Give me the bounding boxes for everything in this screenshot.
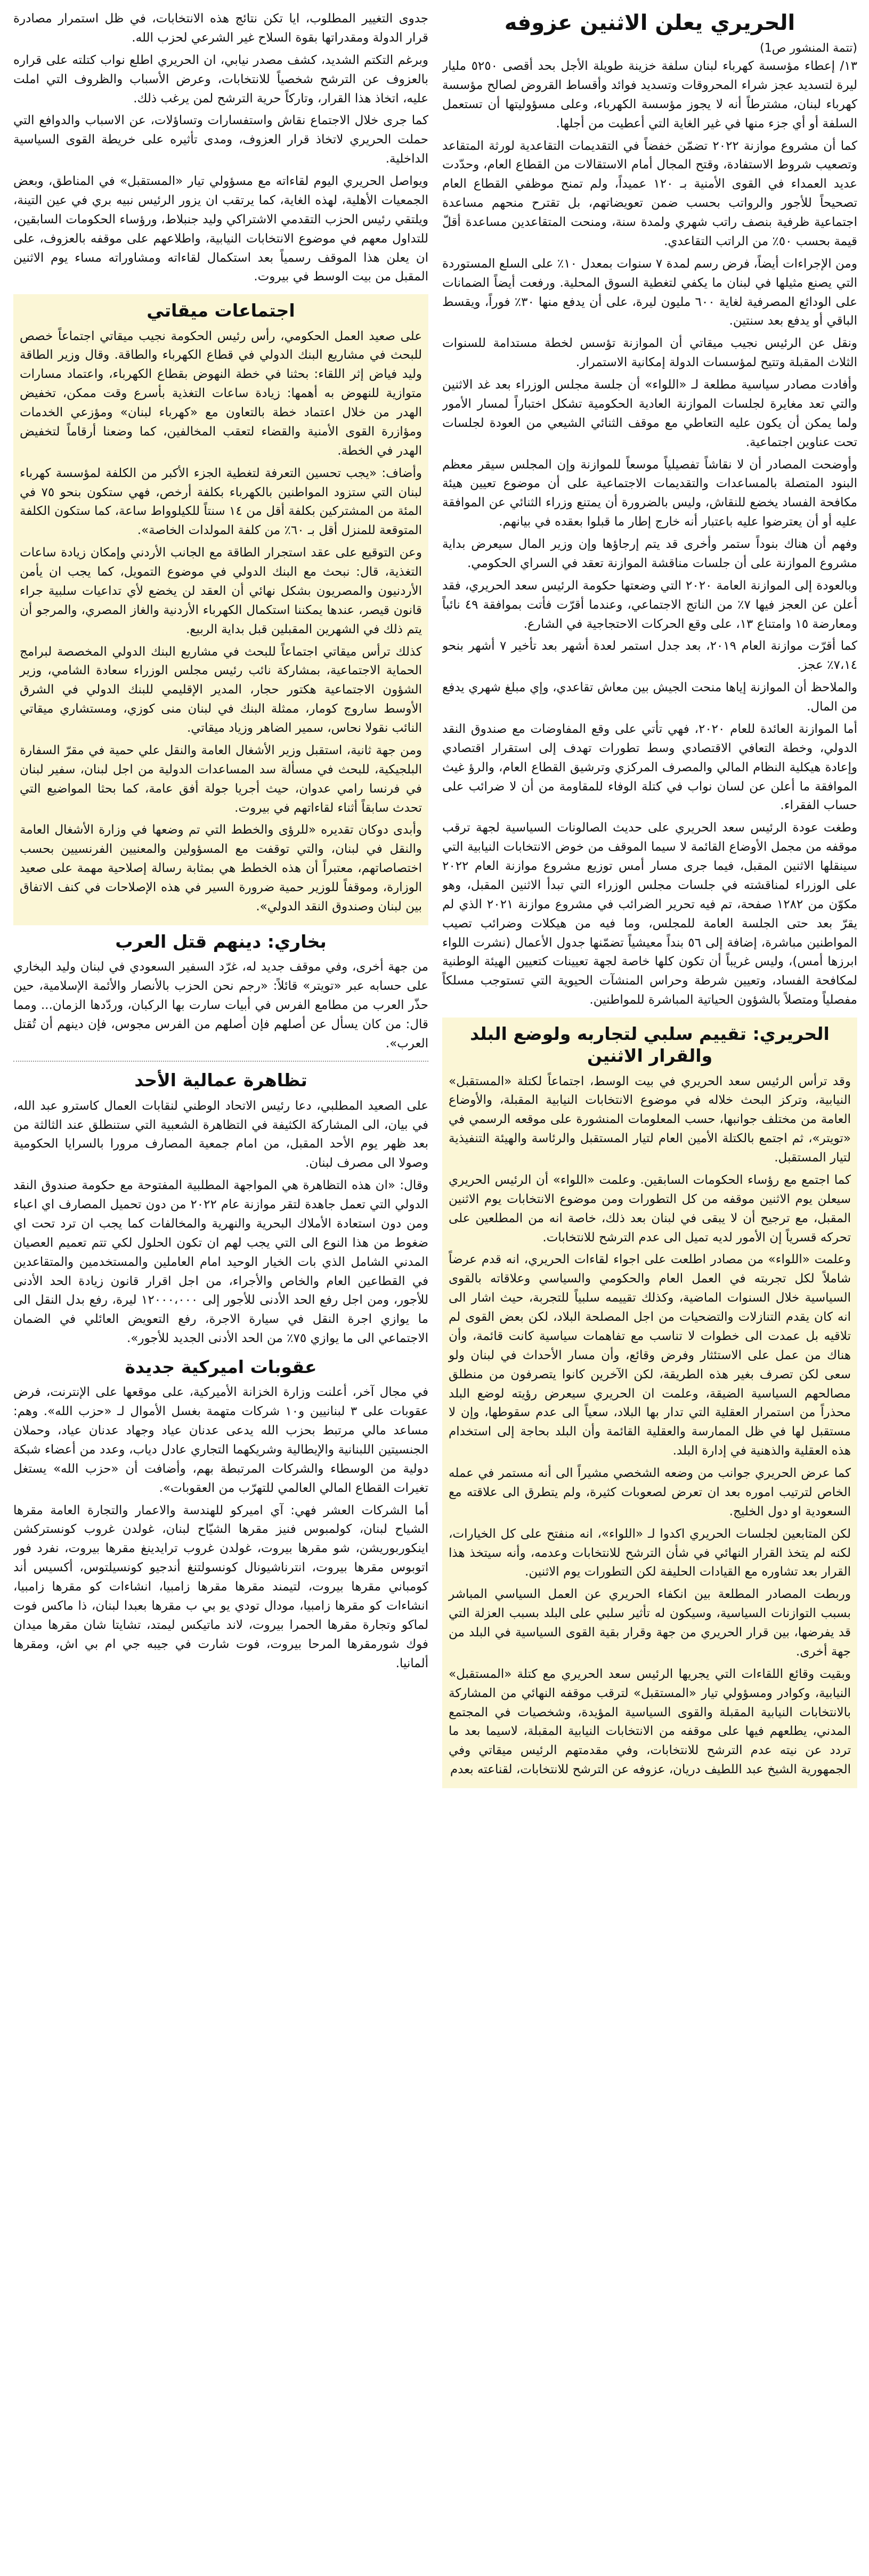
paragraph: وقال: «ان هذه التظاهرة هي المواجهة المطلبية المفتوحة مع حكومة صندوق النقد الدولي التي تعمل جاهدة لتقر موازنة عام ٢٠٢٢ من دون تحميل المصارف اي اعباء ومن دون استعادة الأملاك البحرية والنهرية والمخالفات كما يجب ان ترد تحت اي ضغوط من هذا النوع الى التي يجب لهم ان تكون الحلول لكي تتم تعميم العصيان المدني الشامل الذي بات الخيار الوحيد امام العاملين والمستخدمين والمتقاعدين في القطاعين العام والخاص والأجراء، من اجل اقرار قانون زيادة الحد الأدنى للأجور، ومن اجل رفع الحد الأدنى للأجور إلى ١٢٠٠٠،٠٠٠ ليرة، رفع بدل النقل الى ما يوازي اجرة النقل في سيارة الاجرة، رفع التعويض العائلي في الضمان الاجتماعي الى ما يوازي ٧٥٪ من الحد الأدنى الجديد للأجور». [13, 1178, 428, 1346]
columns [12, 10, 857, 2566]
paragraph: لكن المتابعين لجلسات الحريري اكدوا لـ «اللواء»، انه منفتح على كل الخيارات، لكنه لم يتخذ القرار النهائي في شأن الترشح للانتخابات وعدمه، وأنه سيتخذ هذا القرار بعد تشاوره مع القيادات الحليفة لكن التطورات يوم الاثنين. [449, 1527, 851, 1579]
paragraph: وأضاف: «يجب تحسين التعرفة لتغطية الجزء الأكبر من الكلفة لمؤسسة كهرباء لبنان التي ستزود المواطنين بالكهرباء بكلفة أرخص، فهي ستكون بنحو ٧٥ في المئة من المشتركين بكلفة أقل من ١٤ سنتاً للكيلوواط ساعة، كما ستكون الكلفة المتوقعة للمنزل أقل بـ ٦٠٪ من كلفة المولدات الخاصة». [20, 466, 422, 538]
paragraph: وفهم أن هناك بنوداً ستمر وأخرى قد يتم إرجاؤها وإن وزير المال سيعرض بداية مشروع الموازنة على أن جلسات مناقشة الموازنة تعقد في السراي الحكومي. [442, 537, 857, 570]
paragraph: كما جرى خلال الاجتماع نقاش واستفسارات وتساؤلات، عن الاسباب والدوافع التي حملت الحريري لاتخاذ قرار العزوف، ومدى تأثيره على خريطة القوى السياسية الداخلية. [13, 114, 428, 166]
paragraph: وبقيت وقائع اللقاءات التي يجريها الرئيس سعد الحريري مع كتلة «المستقبل» النيابية، وكوادر ومسؤولي تيار «المستقبل» لترقب موقفه النهائي من المشاركة بالانتخابات النيابية المقبلة والقوى السياسية المؤيدة، وشخصيات في المجتمع المدني، يطلعهم فيها على موقفه من الانتخابات النيابية المقبلة، لاسيما بعد ما تردد عن نيته عدم الترشح للانتخابات، وفي مقدمتهم الرئيس ميقاتي وفي الجمهورية الشيخ عبد اللطيف دريان، عزوفه عن الترشح للانتخابات، لقناعته بعدم [449, 1667, 851, 1777]
paragraph: كما أن مشروع موازنة ٢٠٢٢ تضمّن خفضاً في التقديمات التقاعدية لورثة المتقاعد وتصعيب شروط الاستفادة، وقتح المجال أمام الاستقالات من القطاع العام، وحدّدت عديد العمداء في القوى الأمنية بـ ١٢٠ عميداً، ولم تمنح موظفي القطاع العام تصحيحاً للأجور والرواتب بحسب ضمن تعويضاتهم، بل تقترح منحهم مساعدة اجتماعية ظرفية بنصف راتب شهري ولمدة سنة، ومنحت المتقاعدين مساعدة أقلّ قيمة بحسب ٥٠٪ من الراتب التقاعدي. [442, 139, 857, 248]
sub-headline: الحريري: تقييم سلبي لتجاربه ولوضع البلد والقرار الاثنين [470, 1023, 830, 1067]
paragraph: أما الموازنة العائدة للعام ٢٠٢٠، فهي تأتي على وقع المفاوضات مع صندوق النقد الدولي، وخطة التعافي الاقتصادي وسط تطورات تهدف إلى استقرار اقتصادي وإعادة هيكلية النظام المالي والمصرف المركزي وترشيق القطاع العام، والرؤ غيث الموافقة ما أعلن عن لسان نواب في كتلة الوفاء للمقاومة من أن لا ضرائب على حساب الفقراء. [442, 722, 857, 813]
bukhari-section [13, 931, 428, 1062]
paragraph: على الصعيد المطلبي، دعا رئيس الاتحاد الوطني لنقابات العمال كاسترو عبد الله، في بيان، الى المشاركة الكثيفة في التظاهرة الشعبية التي ستنطلق عند الثالثة من بعد ظهر يوم الأحد المقبل، من امام جمعية المصارف مرورا بالسرايا الحكومية وصولا الى مصرف لبنان. [13, 1099, 428, 1170]
paragraph: وطغت عودة الرئيس سعد الحريري على حديث الصالونات السياسية لجهة ترقب موقفه من مجمل الأوضاع القائمة لا سيما الموقف من خوض الانتخابات النيابية التي سينقلها الاثنين المقبل، فيما جرى مسار أمس توزيع مشروع موازنة العام ٢٠٢٢ على الوزراء لمناقشته في جلسات مجلس الوزراء التي تبدأ الاثنين المقبل، وهو مكوّن من ١٢٨٢ صفحة، تم فيه تحرير الضرائب في مشروع موازنة ٢٠٢١ الذي لم يقرّ بعد حتى الجلسة العامة للمجلس، وما فيه من هيكلات وضرائب تصيب المواطنين مباشرة، إضافة إلى ٥٦ بنداً معيشياً تضمّنها جدول الأعمال (نشرت اللواء ابرزها أمس)، وليس غريباً أن تكون كلها خاصة لجهة تعيينات كتعيين الهيئة الوطنية لمكافحة الفساد، وتعيين شرطة وحراس المنشآت الحيوية التي تستوجب مسلكاً مفصلياً ومتصلاً بالشؤون الحياتية المباشرة للمواطنين. [442, 821, 857, 1007]
paragraph: جدوى التغيير المطلوب، ايا تكن نتائج هذه الانتخابات، في ظل استمرار مصادرة قرار الدولة ومقدراتها بقوة السلاح غير الشرعي لحزب الله. [13, 12, 428, 45]
paragraph: وبالعودة إلى الموازنة العامة ٢٠٢٠ التي وضعتها حكومة الرئيس سعد الحريري، فقد أعلن عن العجز فيها ٧٪ من الناتج الاجتماعي، وعندما أقرّت فأتت بموافقة ٤٩ نائباً ومعارضة ١٥ وامتناع ١٣، على وقع الحركات الاحتجاجية في الشارع. [442, 578, 857, 631]
paragraph: وعن التوقيع على عقد استجرار الطاقة مع الجانب الأردني وإمكان زيادة ساعات التغذية، قال: نبحث مع البنك الدولي في موضوع التمويل، كما يجب ان يأمن الأردنيون والمصريون بشكل نهائي أن العقد لن يخضع لأي تداعيات سلبية جراء قانون قيصر، عندها يمكننا استكمال الكهرباء الأردنية والغاز المصري، والمرجو أن يتم ذلك في الشهرين المقبلين قبل بداية الربيع. [20, 546, 422, 636]
paragraph: ١٣/ إعطاء مؤسسة كهرباء لبنان سلفة خزينة طويلة الأجل بحد أقصى ٥٢٥٠ مليار ليرة لتسديد عجز شراء المحروقات وتسديد فوائد وأقساط القروض لصالح مؤسسة كهرباء لبنان، مشترطاً أنه لا يجوز مؤسسة الكهرباء، وعلى مسؤوليتها أن تستعمل السلفة أو أي جزء منها في غير الغاية التي أعطيت من أجلها. [442, 59, 857, 131]
sanctions-headline: عقوبات اميركية جديدة [125, 1356, 317, 1377]
left-top-story [13, 10, 428, 287]
paragraph: والملاحظ أن الموازنة إياها منحت الجيش بين معاش تقاعدي، وإي مبلغ شهري يدفع من المال. [442, 681, 857, 714]
paragraph: ومن الإجراءات أيضاً، فرض رسم لمدة ٧ سنوات بمعدل ١٠٪ على السلع المستوردة التي يصنع مثيلها في لبنان ما يكفي لتغطية السوق المحلية. ورفعت أيضاً الضمانات على الودائع المصرفية لغاية ٦٠٠ مليون ليرة، على أن يدفع منها ٣٠٪ فوراً، ويقسط الباقي أو يدفع بعد سنتين. [442, 256, 857, 328]
mikati-headline: اجتماعات ميقاتي [147, 300, 295, 321]
hariri-subsection [442, 1018, 857, 1788]
right-column [442, 10, 857, 2566]
paragraph: من جهة أخرى، وفي موقف جديد له، غرّد السفير السعودي في لبنان وليد البخاري على حسابه عبر «تويتر» قائلاً: «رجم نحن الحزب بالأنصار والأئمة الإسلامية، حين حذّر العرب من مطامع الفرس في أبيات سارت بها الركبان، وردّدها الزمان... ومما قال: من كان يسأل عن أصلهم فإن أصلهم من الفرس مجوس، فإن دينهم أن تُقتل العرب». [13, 960, 428, 1051]
paragraph: وعلمت «اللواء» من مصادر اطلعت على اجواء لقاءات الحريري، انه قدم عرضاً شاملاً لكل تجربته في العمل العام والحكومي والسياسي وعلاقاته بالقوى السياسية خلال السنوات الماضية، وكذلك تقييمه سلبياً للتجربة، حيث اشار الى انه كان يقدم التنازلات والتضحيات من اجل المصلحة البلاد، لكن بعض القوى لم تلاقيه بل عمدت الى خطوات لا تناسب مع تفاهمات سياسية كانت قائمة، وأن هناك من عمل على الاستئثار وفرض وقائع، وأن مسار الأحداث في لبنان ولو سعى لكن تصرف بغير هذه الطريقة، لكن الآخرين كانوا يتصرفون من منطلق مصالحهم السياسية الضيقة، وعلمت ان الحريري سيعرض رؤيته لوضع البلد محذراً من استمرار العقلية التي تدار بها البلاد، سعياً الى عدم سقوطها، وإن لا مستقبل لها في ظل الممارسة والعقلية القائمة وأن البلد بحاجة إلى استخدام هذه العقلية والذهنية في إدارة البلد. [449, 1253, 851, 1458]
paragraph: وأفادت مصادر سياسية مطلعة لـ «اللواء» أن جلسة مجلس الوزراء بعد غد الاثنين والتي تعد مغايرة لجلسات الموازنة العادية الحكومية تشكل اختباراً لمسار الأمور ولما يمكن أن يكون عليه التعاطي مع موقف الثنائي الشيعي من العودة لجلسات تحت عناوين اجتماعية. [442, 378, 857, 449]
paragraph: كما عرض الحريري جوانب من وضعه الشخصي مشيراً الى أنه مستمر في عمله الخاص لترتيب اموره بعد ان تعرض لصعوبات كثيرة، ولم يتطرق الى علاقته مع السعودية او دول الخليج. [449, 1466, 851, 1519]
paragraph: وقد ترأس الرئيس سعد الحريري في بيت الوسط، اجتماعاً لكتلة «المستقبل» النيابية، وتركز البحث خلاله في موضوع الانتخابات النيابية المقبلة، والأوضاع العامة من مختلف جوانبها، حسب المعلومات المنشورة على موقعه الرسمي في «تويتر»، ثم اجتمع بالكتلة الأمين العام لتيار المستقبل والرئاسة والهيئة التنفيذية لتيار المستقبل. [449, 1074, 851, 1165]
paragraph: كما اجتمع مع رؤساء الحكومات السابقين. وعلمت «اللواء» أن الرئيس الحريري سيعلن يوم الاثنين موقفه من كل التطورات ومن موضوع الانتخابات يوم الاثنين المقبل، مع ترجيح أن لا يبقى في لبنان بعد ذلك، خاصة انه من المطلعين على تحركه قسرياً إن الأمور لديه تميل الى عدم الترشح للانتخابات. [449, 1173, 851, 1245]
paragraph: في مجال آخر، أعلنت وزارة الخزانة الأميركية، على موقعها على الإنترنت، فرض عقوبات على ٣ لبنانيين و١٠ شركات متهمة بغسل الأموال لـ «حزب الله». وهم: مساعد مالي مرتبط بحزب الله يدعى عدنان عياد وجهاد عدنان عياد، وحملان الجنسيتين اللبنانية والإيطالية وشريكهما التجاري عادل دياب، وعدد من أعضاء شبكة دولية من الوسطاء والشركات المرتبطة بهم، وأضافت أن «حزب الله» يستغل تغيرات القطاع المالي العالمي للتهرّب من العقوبات». [13, 1385, 428, 1495]
main-headline: الحريري يعلن الاثنين عزوفه [504, 11, 795, 35]
paragraph: وأوضحت المصادر أن لا نقاشاً تفصيلياً موسعاً للموازنة وإن المجلس سيقر معظم البنود المتصلة بالمساعدات والتقديمات الاجتماعية على أن موضوع تعيين هيئة مكافحة الفساد يخضع للنقاش، وليس بالضرورة أن يمتنع وزراء الثنائي عن الموافقة عليه أو أن يعترضوا عليه باعتبار أنه خارج إطار ما قبلوا بعقده في بيانهم. [442, 457, 857, 529]
paragraph: على صعيد العمل الحكومي، رأس رئيس الحكومة نجيب ميقاتي اجتماعاً خصص للبحث في مشاريع البنك الدولي في قطاع الكهرباء والطاقة. وقال وزير الطاقة وليد فياض إثر اللقاء: بحثنا في خطة النهوض بقطاع الكهرباء، واعتماد مسارات متوازية للنهوض به أهمها: زيادة ساعات التغذية بأسرع وقت ممكن، تخفيض الهدر من خلال اعتماد خطة بالتعاون مع «كهرباء لبنان» ومؤزعي الخدمات ومؤازرة القوى الأمنية والقضاء لتعقب المخالفين، كما وضعنا أرقاماً لتخفيض الهدر في الخطة. [20, 329, 422, 458]
paragraph: ومن جهة ثانية، استقبل وزير الأشغال العامة والنقل علي حمية في مقرّ السفارة البلجيكية، للبحث في مسألة سد المساعدات الدولية من اجل لبنان، سفير لبنان في فرنسا رامي عدوان، حيث أجريا جولة أفق عامة، كما بحثا المواضيع التي تحدث سابقاً أثناء لقاءاتهم في بيروت. [20, 743, 422, 815]
paragraph: وأبدى دوكان تقديره «للرؤى والخطط التي تم وضعها في وزارة الأشغال العامة والنقل في لبنان، والتي توقفت مع المسؤولين والمعنيين الفرنسيين بحسب اختصاصاتهم، معتبراً أن هذه الخطط هي بمثابة رسالة إصلاحية مهمة على صعيد الوزارة، وموقفاً للوزير حمية ضرورة السير في هذه الإصلاحات في كنف الاتفاق بين لبنان وصندوق النقد الدولي». [20, 823, 422, 914]
bukhari-headline: بخاري: دينهم قتل العرب [115, 931, 327, 952]
paragraph: أما الشركات العشر فهي: آي اميركو للهندسة والاعمار والتجارة العامة مقرها الشياح لبنان، كولمبوس فنيز مقرها الشيّاح لبنان، غولدن غروب كونستركشن اينكوربوريشن، شو مقرها بيروت، غولدن غروب ترايدينغ مقرها بيروت، نفرد فور اتوبوس مقرها بيروت، انترناشيونال كونسولتنغ أندجيو كونسيلتوس، أكسيس أند كومباني مقرها بيروت، لتيمند مقرها مقرها زامبيا، انشاءات كو مقرها زامبيا، انشاءات كو مقرها زامبيا، مودال تودي يو بي ب مقرها بعبدا لبنان، ذا ماكس فوت لماكو وتجارة مقرها الحمرا بيروت، لاند ماتيكس ليمتد، تشايتا شان مقرها ميدان فوك شورمقرها المرحا بيروت، فوت شارت في جيبه جي ام بي اش، ومقرها ألمانيا. [13, 1503, 428, 1670]
paragraph: وربطت المصادر المطلعة بين انكفاء الحريري عن العمل السياسي المباشر بسبب التوازنات السياسية، وسيكون له تأثير سلبي على البلد بسبب العزلة التي قد يفرضها، بين قرار الحريري من جهة وقرار بقية القوى السياسية في البلد من جهة أخرى. [449, 1587, 851, 1659]
mikati-section [13, 294, 428, 925]
paragraph: كما أقرّت موازنة العام ٢٠١٩، بعد جدل استمر لعدة أشهر بعد تأخير ٧ أشهر بنحو ٧،١٤٪ عجز. [442, 639, 857, 673]
paragraph: كذلك ترأس ميقاتي اجتماعاً للبحث في مشاريع البنك الدولي المخصصة لبرامج الحماية الاجتماعية، بمشاركة نائب رئيس مجلس الوزراء سعادة الشامي، وزير الشؤون الاجتماعية هكتور حجار، المدير الإقليمي للبنك الدولي في الشرق الأوسط ساروج كومار، ممثلة البنك في لبنان منى كوزي، ومستشاري ميقاتي النائب نقولا نحاس، سمير الضاهر وزياد ميقاتي. [20, 644, 422, 735]
main-story [442, 57, 857, 1010]
left-column [13, 10, 428, 2566]
paragraph: وبرغم التكتم الشديد، كشف مصدر نيابي، ان الحريري اطلع نواب كتلته على قراره بالعزوف عن الترشح شخصياً للانتخابات، وعرض الأسباب والظروف التي املت عليه، اتخاذ هذا القرار، وتاركاً حرية الترشح لمن يرغب ذلك. [13, 53, 428, 106]
continuation-note: (تتمة المنشور ص1) [760, 42, 857, 55]
sanctions-section [13, 1356, 428, 1673]
paragraph: ويواصل الحريري اليوم لقاءاته مع مسؤولي تيار «المستقبل» في المناطق، وبعض الجمعيات الأهلية، لهذه الغاية، كما يرتقب ان يزور الرئيس نبيه بري في عين التينة، ويلتقي رئيس الحزب التقدمي الاشتراكي وليد جنبلاط، ورؤساء الحكومات السابقين، للتداول معهم في موضوع الانتخابات النيابية، واطلاعهم على موقفه بالعزوف، على ان يعلن هذا الموقف رسمياً بعد استكمال لقاءاته ومشاوراته مساء يوم الاثنين المقبل من بيت الوسط في بيروت. [13, 174, 428, 284]
labor-protest-headline: تظاهرة عمالية الأحد [134, 1070, 307, 1091]
labor-protest-section [13, 1069, 428, 1348]
paragraph: ونقل عن الرئيس نجيب ميقاتي أن الموازنة تؤسس لخطة مستدامة للسنوات الثلاث المقبلة وتتيح لمؤسسات الدولة إمكانية الاستمرار. [442, 336, 857, 370]
